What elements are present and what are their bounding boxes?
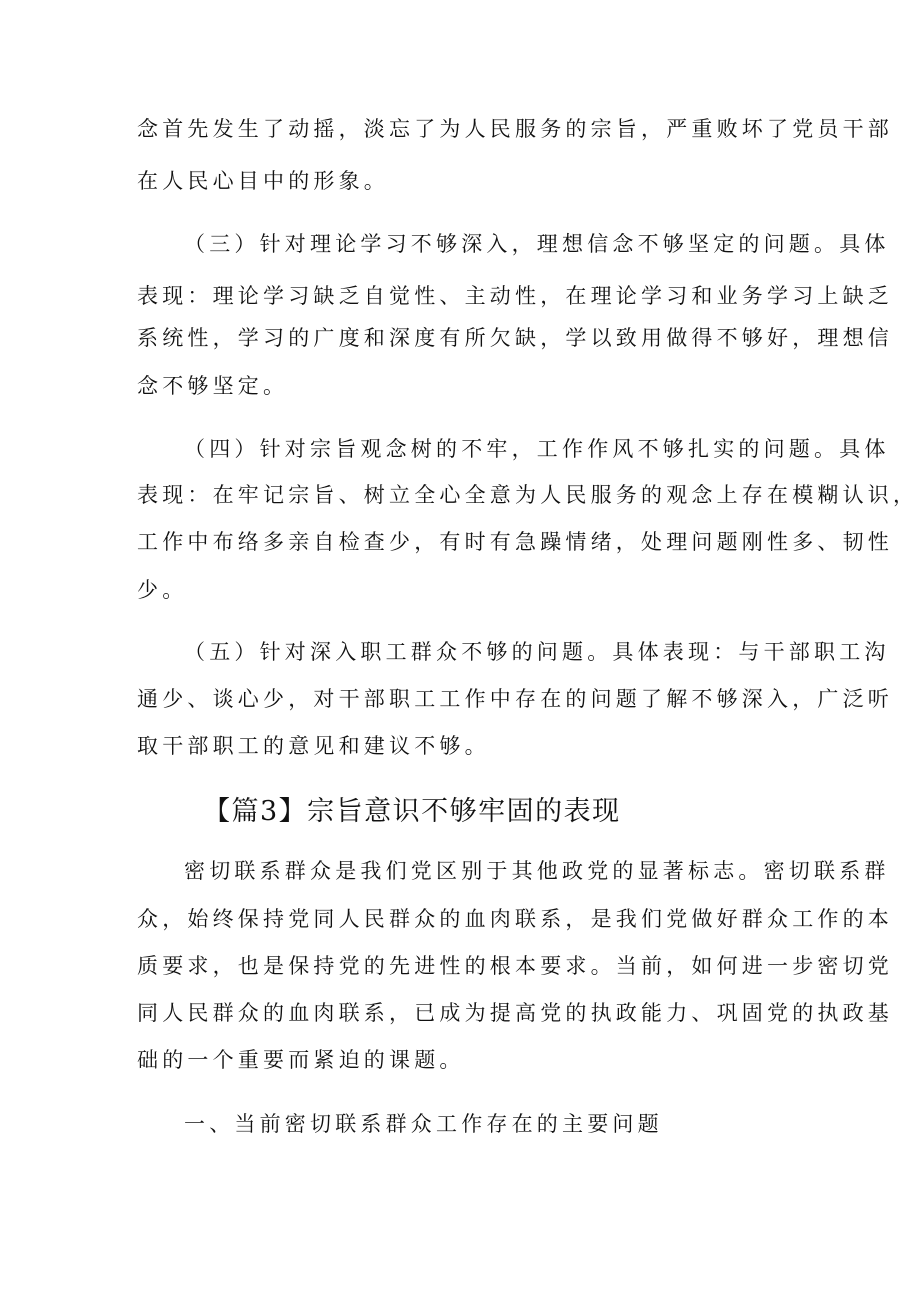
paragraph-line: 通少、谈心少，对干部职工工作中存在的问题了解不够深入，广泛听	[137, 687, 893, 711]
subsection-heading: 一、当前密切联系群众工作存在的主要问题	[184, 1112, 663, 1136]
paragraph-line: 念不够坚定。	[137, 374, 289, 398]
paragraph-line: 表现：在牢记宗旨、树立全心全意为人民服务的观念上存在模糊认识，	[137, 483, 919, 507]
paragraph-line: 在人民心目中的形象。	[137, 169, 389, 193]
paragraph-line: 众，始终保持党同人民群众的血肉联系，是我们党做好群众工作的本	[137, 907, 893, 931]
paragraph-line: 表现：理论学习缺乏自觉性、主动性，在理论学习和业务学习上缺乏	[137, 284, 893, 308]
paragraph-line: 工作中布络多亲自检查少，有时有急躁情绪，处理问题刚性多、韧性	[137, 530, 893, 554]
paragraph-line: 取干部职工的意见和建议不够。	[137, 734, 490, 758]
paragraph-line: 础的一个重要而紧迫的课题。	[137, 1048, 465, 1072]
paragraph-line: 密切联系群众是我们党区别于其他政党的显著标志。密切联系群	[184, 859, 890, 883]
paragraph-line: 质要求，也是保持党的先进性的根本要求。当前，如何进一步密切党	[137, 954, 893, 978]
paragraph-line: 少。	[137, 578, 188, 602]
paragraph-line: （五）针对深入职工群众不够的问题。具体表现：与干部职工沟	[184, 640, 890, 664]
paragraph-line: （三）针对理论学习不够深入，理想信念不够坚定的问题。具体	[184, 232, 890, 256]
paragraph-line: 系统性，学习的广度和深度有所欠缺，学以致用做得不够好，理想信	[137, 326, 893, 350]
paragraph-line: （四）针对宗旨观念树的不牢，工作作风不够扎实的问题。具体	[184, 437, 890, 461]
paragraph-line: 念首先发生了动摇，淡忘了为人民服务的宗旨，严重败坏了党员干部	[137, 117, 893, 141]
paragraph-line: 同人民群众的血肉联系，已成为提高党的执政能力、巩固党的执政基	[137, 1001, 893, 1025]
section-heading: 【篇3】宗旨意识不够牢固的表现	[203, 796, 621, 827]
